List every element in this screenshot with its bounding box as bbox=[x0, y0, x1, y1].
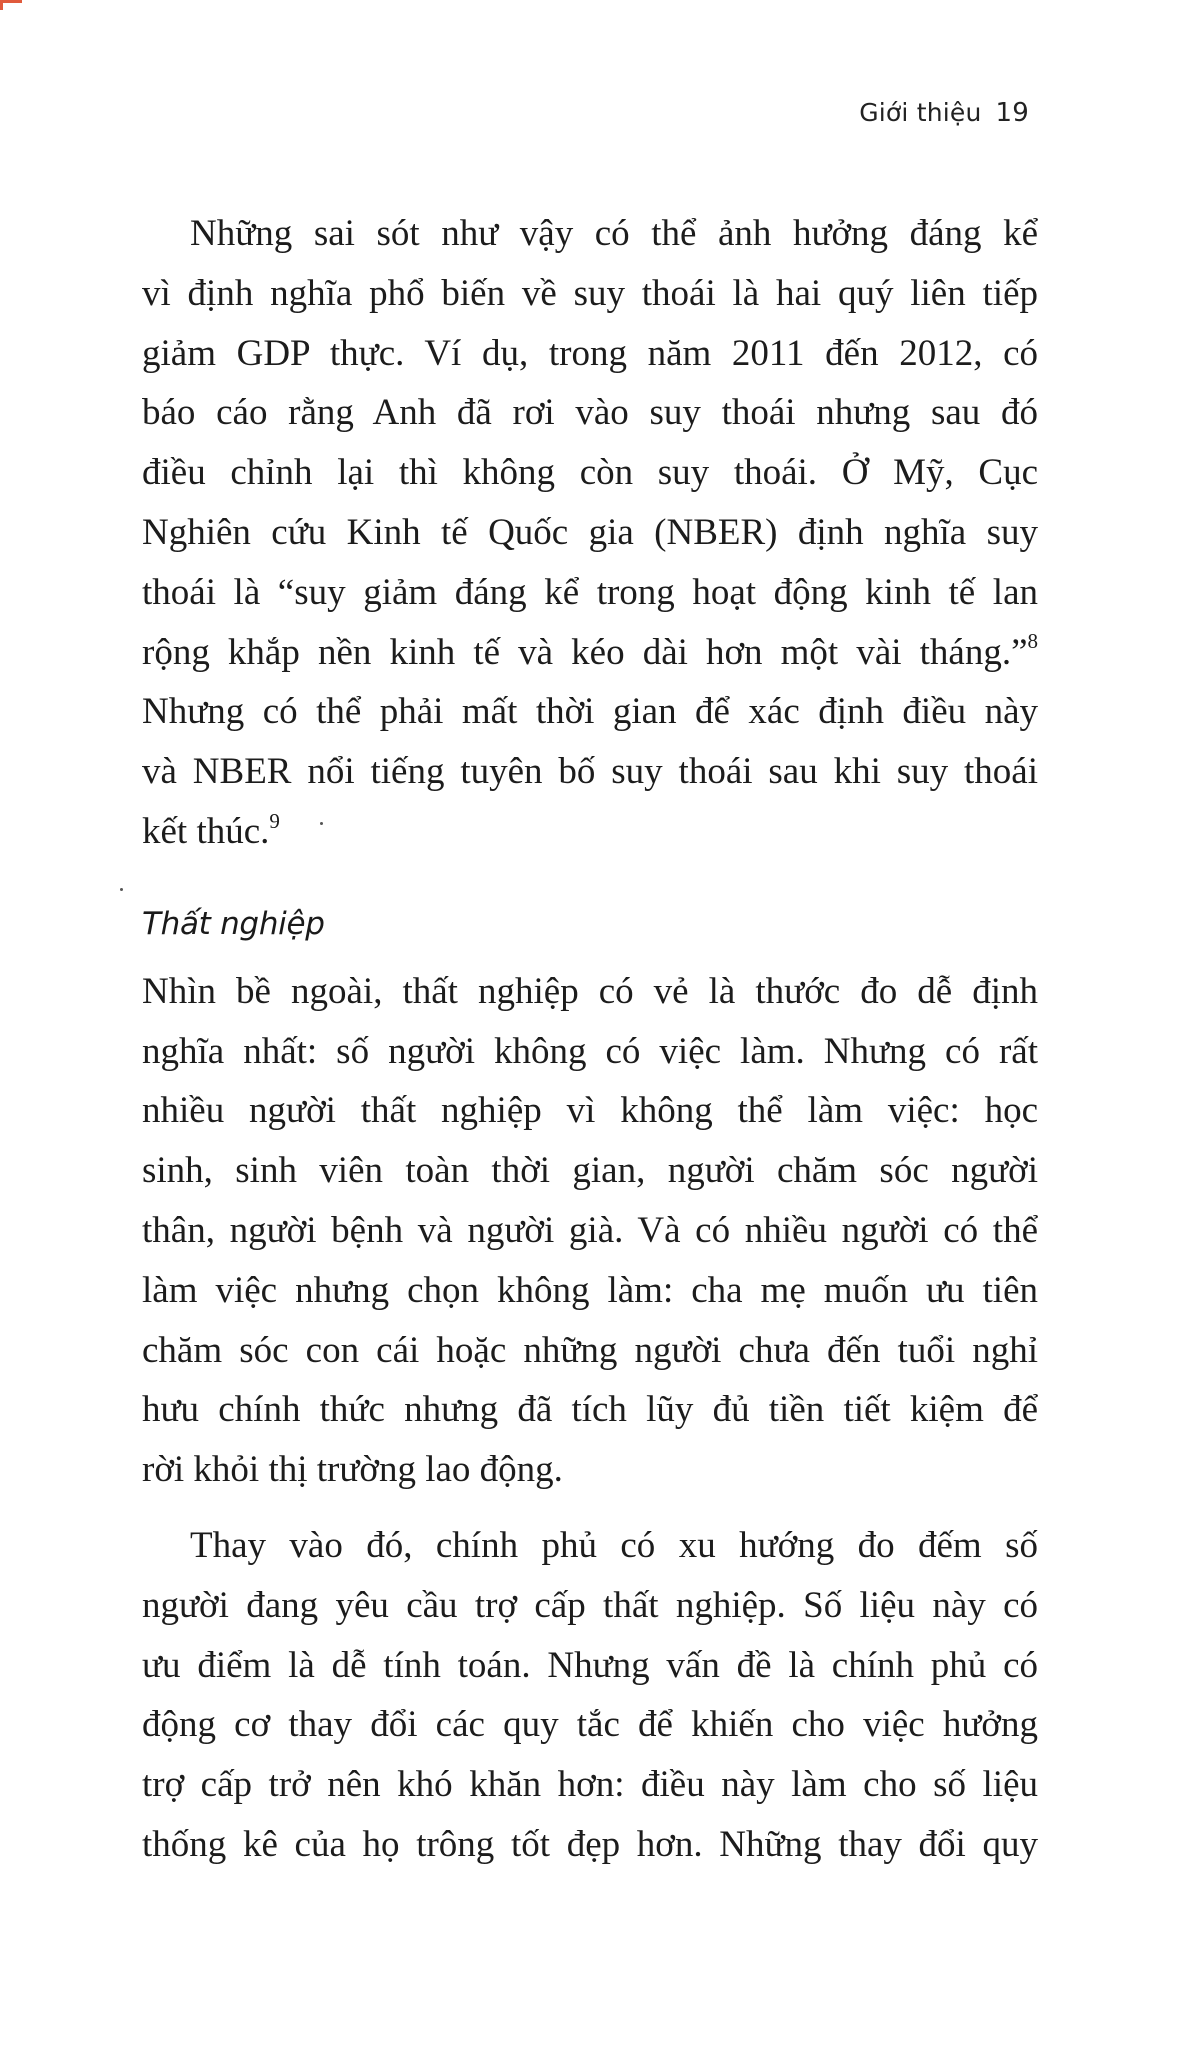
text-line-content: rộng khắp nền kinh tế và kéo dài hơn một vài tháng.” bbox=[142, 631, 1028, 673]
text-line-content: kết thúc. bbox=[142, 810, 270, 852]
text-line: thân, người bệnh và người già. Và có nhiều người có thể bbox=[142, 1209, 1038, 1251]
text-line: vì định nghĩa phổ biến về suy thoái là hai quý liên tiếp bbox=[142, 272, 1038, 314]
text-line: thống kê của họ trông tốt đẹp hơn. Những thay đổi quy bbox=[142, 1823, 1038, 1865]
footnote-ref-9: 9 bbox=[269, 808, 280, 833]
section-heading: Thất nghiệp bbox=[142, 905, 325, 942]
page-number: 19 bbox=[995, 98, 1029, 128]
text-line: trợ cấp trở nên khó khăn hơn: điều này làm cho số liệu bbox=[142, 1764, 1038, 1806]
text-line: Thay vào đó, chính phủ có xu hướng đo đếm số bbox=[190, 1524, 1038, 1566]
text-line: Những sai sót như vậy có thể ảnh hưởng đáng kể bbox=[190, 213, 1038, 254]
footnote-ref-8: 8 bbox=[1027, 629, 1038, 654]
text-line: thoái là “suy giảm đáng kể trong hoạt động kinh tế lan bbox=[142, 571, 1038, 613]
text-line: Nghiên cứu Kinh tế Quốc gia (NBER) định nghĩa suy bbox=[142, 511, 1038, 553]
paragraph-recession bbox=[142, 204, 1038, 862]
running-header bbox=[859, 98, 1029, 128]
page-corner-mark bbox=[0, 0, 22, 10]
text-line: báo cáo rằng Anh đã rơi vào suy thoái nhưng sau đó bbox=[142, 392, 1038, 434]
paragraph-unemployment-claims bbox=[142, 1516, 1038, 1875]
text-line: chăm sóc con cái hoặc những người chưa đến tuổi nghỉ bbox=[142, 1329, 1038, 1371]
text-line: hưu chính thức nhưng đã tích lũy đủ tiền tiết kiệm để bbox=[142, 1389, 1038, 1431]
section-title: Giới thiệu bbox=[859, 98, 982, 127]
text-line: rời khỏi thị trường lao động. bbox=[142, 1449, 563, 1491]
text-line: điều chỉnh lại thì không còn suy thoái. Ở Mỹ, Cục bbox=[142, 452, 1038, 494]
stray-dot bbox=[120, 888, 123, 891]
text-line: Nhưng có thể phải mất thời gian để xác định điều này bbox=[142, 691, 1038, 733]
text-line bbox=[142, 623, 1038, 683]
page-body bbox=[142, 204, 1038, 1875]
text-line: sinh, sinh viên toàn thời gian, người chăm sóc người bbox=[142, 1150, 1038, 1192]
text-line: và NBER nổi tiếng tuyên bố suy thoái sau khi suy thoái bbox=[142, 751, 1038, 793]
text-line: nghĩa nhất: số người không có việc làm. Nhưng có rất bbox=[142, 1030, 1038, 1072]
paragraph-unemployment-definition bbox=[142, 962, 1038, 1500]
text-line bbox=[142, 802, 1038, 862]
text-line: nhiều người thất nghiệp vì không thể làm việc: học bbox=[142, 1090, 1038, 1132]
text-line: làm việc nhưng chọn không làm: cha mẹ muốn ưu tiên bbox=[142, 1269, 1038, 1311]
text-line: Nhìn bề ngoài, thất nghiệp có vẻ là thước đo dễ định bbox=[142, 970, 1038, 1012]
text-line: ưu điểm là dễ tính toán. Nhưng vấn đề là chính phủ có bbox=[142, 1644, 1038, 1686]
text-line: người đang yêu cầu trợ cấp thất nghiệp. Số liệu này có bbox=[142, 1584, 1038, 1626]
text-line: giảm GDP thực. Ví dụ, trong năm 2011 đến 2012, có bbox=[142, 332, 1038, 374]
paragraph-gap bbox=[142, 1500, 1038, 1516]
stray-dot bbox=[320, 822, 323, 825]
text-line: động cơ thay đổi các quy tắc để khiến cho việc hưởng bbox=[142, 1704, 1038, 1746]
